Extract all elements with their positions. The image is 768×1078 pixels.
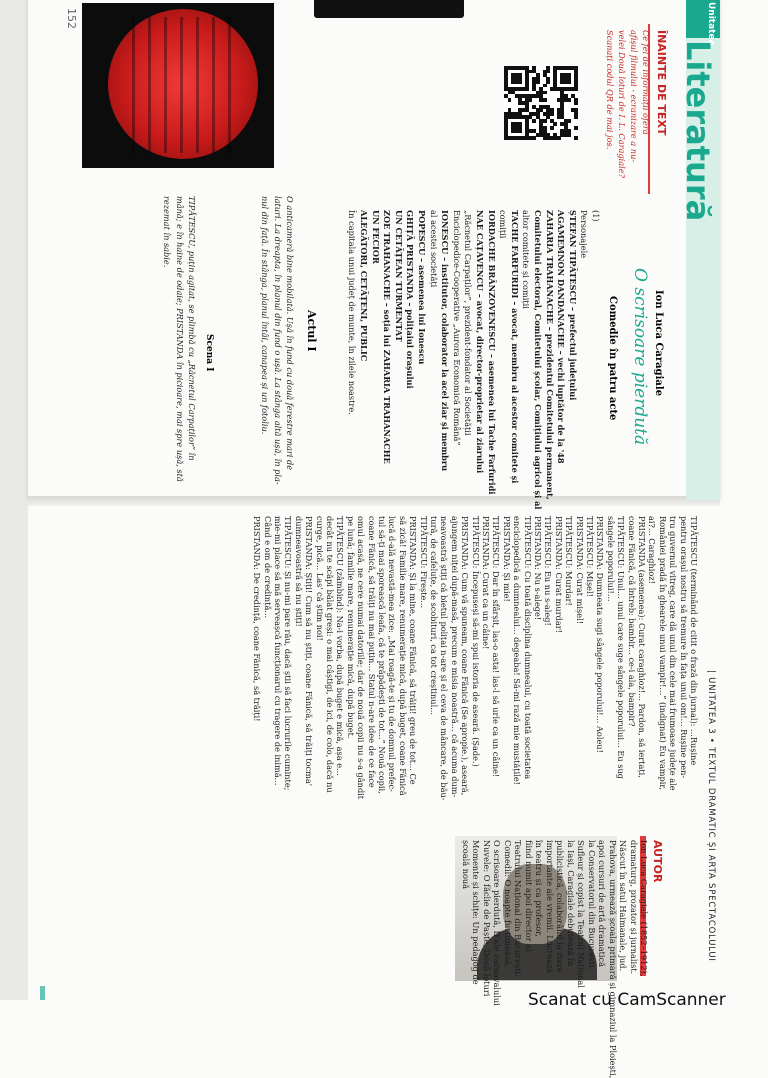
dialogue-line: tură, de cafeluțe, de scobituri, ca tot creștinul... [429, 516, 439, 716]
author-bio-line: Nuvele: O făclie de Paște, Două loturi [481, 840, 492, 997]
author-bio-line: Comedii: O noapte furtunoasă, [502, 840, 513, 968]
play-author: Ion Luca Caragiale [653, 290, 664, 397]
scanner-watermark: Scanat cu CamScanner [528, 990, 726, 1010]
character-list-line: UN CETĂȚEAN TURMENTAT [393, 210, 404, 342]
character-list-line: POPESCU – asemenea lui Ionescu [417, 210, 427, 365]
character-list-line: În capitala unui județ de munte, în zilele noastre. [347, 210, 358, 415]
author-bio-line: Născut în satul Haimanale, jud. [618, 840, 628, 972]
dialogue-line: TIPĂTESCU (zâmbind): Na-i vorba, după buget e mică, așa e... [335, 516, 346, 776]
dialogue-line: PRISTANDA: Curat ca un câine! [481, 516, 491, 650]
character-list-line: al acestei societăți [428, 210, 439, 288]
author-bio-line: importante ale vremii. Lucrează [544, 840, 555, 974]
dialogue-line: PRISTANDA: Dumneata sugi sângele poporului!... Aoleu! [595, 516, 606, 753]
dialogue-line: tru guvernul vitreg, care dă unul din cele mai frumoase județe ale [668, 516, 679, 791]
play-subtitle: Comedie în patru acte [607, 296, 618, 421]
scene-line: rezemat în sabie. [162, 196, 172, 268]
author-bio-line: publicistică, colaborând la ziare [555, 840, 565, 973]
dialogue-line: TIPĂTESCU: Începuseși să-mi spui istoria de aseară. (Șade.) [470, 516, 481, 767]
author-bio-line: dramaturg, prozator și jurnalist. [628, 840, 639, 975]
dialogue-line: omul acasă, ne cere numai datoriile; dar de nouă copii nu s-a gândit [356, 516, 367, 800]
unit-label: Unitatea [706, 2, 716, 46]
dialogue-line: să zică! Familie mare, renumerație mică, după buget, coane Fănică [397, 516, 408, 796]
character-list-line: UN FECIOR [370, 210, 381, 264]
dialogue-line: PRISTANDA: Știți! Cum să nu știți, coane Fănică, să trăiți tocma' [304, 516, 315, 787]
dialogue-line: PRISTANDA: Și mie! [501, 516, 512, 602]
scene-heading: Scena I [204, 334, 214, 372]
before-text-line-4: Scanați codul QR de mai jos. [605, 30, 615, 150]
character-list-line: ZAHARIA TRAHANACHE – prezidentul Comitetului permanent, [544, 210, 555, 500]
character-list-line: Enciclopedice-Cooperative „Aurora Economică Română” [451, 210, 462, 446]
dialogue-line: neavoastră știți că bietul polițai n-are și el ceva de mâncare, de bău- [439, 516, 450, 801]
before-text-line-1: Ce fel de informații oferă [641, 30, 651, 135]
before-text-heading: ÎNAINTE DE TEXT [655, 30, 668, 136]
scene-line: mână; e în haine de odaie; PRISTANDA în picioare, mai spre ușă, stă [174, 196, 185, 482]
author-bio-line: fiind numit apoi director al [523, 840, 534, 952]
section-title: Literatură [679, 40, 717, 222]
character-list-line: comiții [498, 210, 509, 239]
stage-direction-line: nul din față. În stânga, planul întâi, canapea și un fotoliu. [260, 196, 270, 435]
dialogue-line: TIPĂTESCU: Mișel! [585, 516, 595, 597]
character-list-line: Personajele [579, 210, 590, 259]
character-list-line: „Răcnetul Carpaților”, prezident-fondator al Societății [463, 210, 474, 436]
dialogue-line: decât nu te scăpi bălat greși: o mai câștigi, de ici, de colo, dacă nu [325, 516, 335, 793]
qr-code[interactable] [504, 66, 578, 140]
scene-line: TIPĂTESCU, puțin agitat, se plimbă cu „Răcnetul Carpaților” în [187, 196, 197, 461]
dialogue-line: PRISTANDA: Cum vă spuneam, coane Fănică (Se apropie.), aseară, [460, 516, 471, 796]
page-number: 152 [65, 8, 78, 29]
dialogue-line: lucă d-ală nevastă-mea zice: „Mai roagă-te și tu de domnul prefec- [387, 516, 398, 792]
dialogue-line: ai?... Caraghioz! [647, 516, 658, 584]
character-list-line: ZOE TRAHANACHE – soția lui ZAHARIA TRAHANACHE [382, 210, 393, 464]
dialogue-line: mie-mi place să mă serveașcă funcționarul cu tragere de inimă... [273, 516, 283, 786]
author-heading: AUTOR [651, 840, 664, 883]
before-text-line-3: velei Două loturi de I. L. Caragiale? [617, 30, 627, 178]
running-header: | UNITATEA 3 • TEXTUL DRAMATIC ȘI ARTA SPECTACOLULUI [706, 670, 716, 962]
character-list-line: AGAMEMNON DANDANACHE – vechi luptător de la '48 [556, 210, 567, 464]
character-list-line: Comitetului electoral, Comitetului școlar, Comițiului agricol și al [533, 210, 543, 510]
dialogue-line: sângele poporului!... [605, 516, 616, 602]
character-list-line: TACHE FARFURIDI – avocat, membru al acestor comitete și [509, 210, 520, 484]
dialogue-line: Când e om de credință... [262, 516, 273, 619]
dialogue-line: coane Fănică, că întreb: bambir... ce-i ala, bampir? [626, 516, 637, 727]
dialogue-line: PRISTANDA: Nu s-alege! [533, 516, 543, 621]
dialogue-line: TIPĂTESCU: Cu toată disciplina dumnealui, cu toată societatea [522, 516, 533, 780]
dialogue-line: dumneavoastră să nu știți! [293, 516, 304, 627]
stage-direction-line: O anticameră bine mobilată. Ușă în fund cu două ferestre mari de [285, 196, 295, 471]
act-heading: Actul I [305, 310, 318, 352]
play-title: O scrisoare pierdută [630, 268, 650, 446]
red-sun-graphic [108, 9, 258, 159]
dialogue-line: curge, pică... Las' că știm noi! [314, 516, 325, 641]
dialogue-line: TIPĂTESCU: Eu nu s-aleg! [543, 516, 554, 626]
author-bio-line: Teatrului Național din București. [513, 840, 523, 977]
character-list-line: ȘTEFAN TIPĂTESCU – prefectul județului [567, 210, 578, 401]
dialogue-line: TIPĂTESCU: Și nu-mi pare rău, dacă știi să faci lucrurile cuminte; [283, 516, 294, 791]
character-list-line: (1) [591, 210, 601, 222]
dialogue-line: PRISTANDA: De credință, coane Fănică, să trăiți! [252, 516, 263, 722]
before-text-line-2: afișul filmului - ecranizare a nu- [629, 30, 639, 163]
author-bio-line: școală nouă [460, 840, 471, 890]
dialogue-line: TIPĂTESCU: Dar în sfârșit, las-o asta! las-l să urle ca un câine! [491, 516, 502, 778]
character-list-line: IONESCU – institutor, colaborator la acel ziar și membru [440, 210, 451, 472]
author-bio-line: la Conservatorul din București. [586, 840, 597, 971]
author-bio-line: la Iași, Caragiale debutează în [565, 840, 576, 967]
scanner-bed-margin [0, 0, 28, 1000]
author-bio-line: în teatru și ca profesor, [534, 840, 544, 937]
dialogue-line: PRISTANDA: Curat murdar! [553, 516, 564, 633]
character-list-line: GHIȚĂ PRISTANDA – polițaiul orașului [405, 210, 416, 389]
author-bio-line: O scrisoare pierdută, D'ale carnavalului [492, 840, 502, 1006]
dialogue-line: TIPĂTESCU: Unul... unul care suge sângele poporului... Eu sug [616, 516, 627, 779]
character-list-line: altor comitete și comiții [521, 210, 532, 309]
scanner-clip [314, 0, 464, 18]
dialogue-line: tul să-ți mai sporească leafa, că te prăpădești de tot...” Nouă copii, [377, 516, 387, 794]
character-list-line: IORDACHE BRÂNZOVENESCU – asemenea lui Tache Farfuridi [486, 210, 497, 495]
dialogue-line: României pradă în ghearele unui vampir!...” (indignat) Eu vampir, [657, 516, 668, 791]
stage-direction-line: laturi. La dreapta, în planul din fund o ușă. La stânga altă ușă, în pla- [272, 196, 283, 485]
character-list-line: ALEGĂTORI, CETĂȚENI, PUBLIC [359, 210, 369, 362]
dialogue-line: TIPĂTESCU: Murdar! [564, 516, 575, 606]
film-poster-image [82, 3, 274, 168]
author-bio-line: Ion Luca Caragiale (1852–1912), [639, 840, 649, 977]
dialogue-line: PRISTANDA: Și la mine, coane Fănică, să trăiți! greu de tot... Ce [408, 516, 419, 785]
dialogue-line: PRISTANDA (asemenea): Curat caraghioz!... Pardon, să iertați, [637, 516, 647, 778]
dialogue-line: coane Fănică, să trăiți nu mai puțin... Statul n-are idee de ce face [366, 516, 377, 788]
author-bio-line: Sufleur și copist la Teatrul Național [576, 840, 586, 988]
author-bio-line: Momente și schițe: Un pedagog de [471, 840, 481, 985]
dialogue-line: pentru orașul nostru să tremure în fața unui om!... Rușine pen- [678, 516, 689, 779]
dialogue-line: TIPĂTESCU: Firește... [418, 516, 429, 609]
author-bio-line: apoi cursuri de artă dramatică [597, 840, 607, 967]
dialogue-line: pe lună; familie mare, renumerație mică, după buget. [345, 516, 356, 739]
dialogue-line: ajungem niței după-masă, precum e misia noastră... că acuma dum- [449, 516, 460, 798]
author-bio-line: Prahova, urmează școala primară și gimnaziul la Ploiești, [607, 840, 618, 1078]
dialogue-line: enciclopedică a dumnealui... degeaba! Să-mi rază mie mustățile! [512, 516, 523, 785]
character-list-line: NAE CAȚAVENCU – avocat, director-proprietar al ziarului [475, 210, 485, 474]
dialogue-line: TIPĂTESCU (terminând de citit o frază din jurnal): ...Rușine [689, 516, 699, 766]
dialogue-line: PRISTANDA: Curat mișel! [574, 516, 585, 625]
